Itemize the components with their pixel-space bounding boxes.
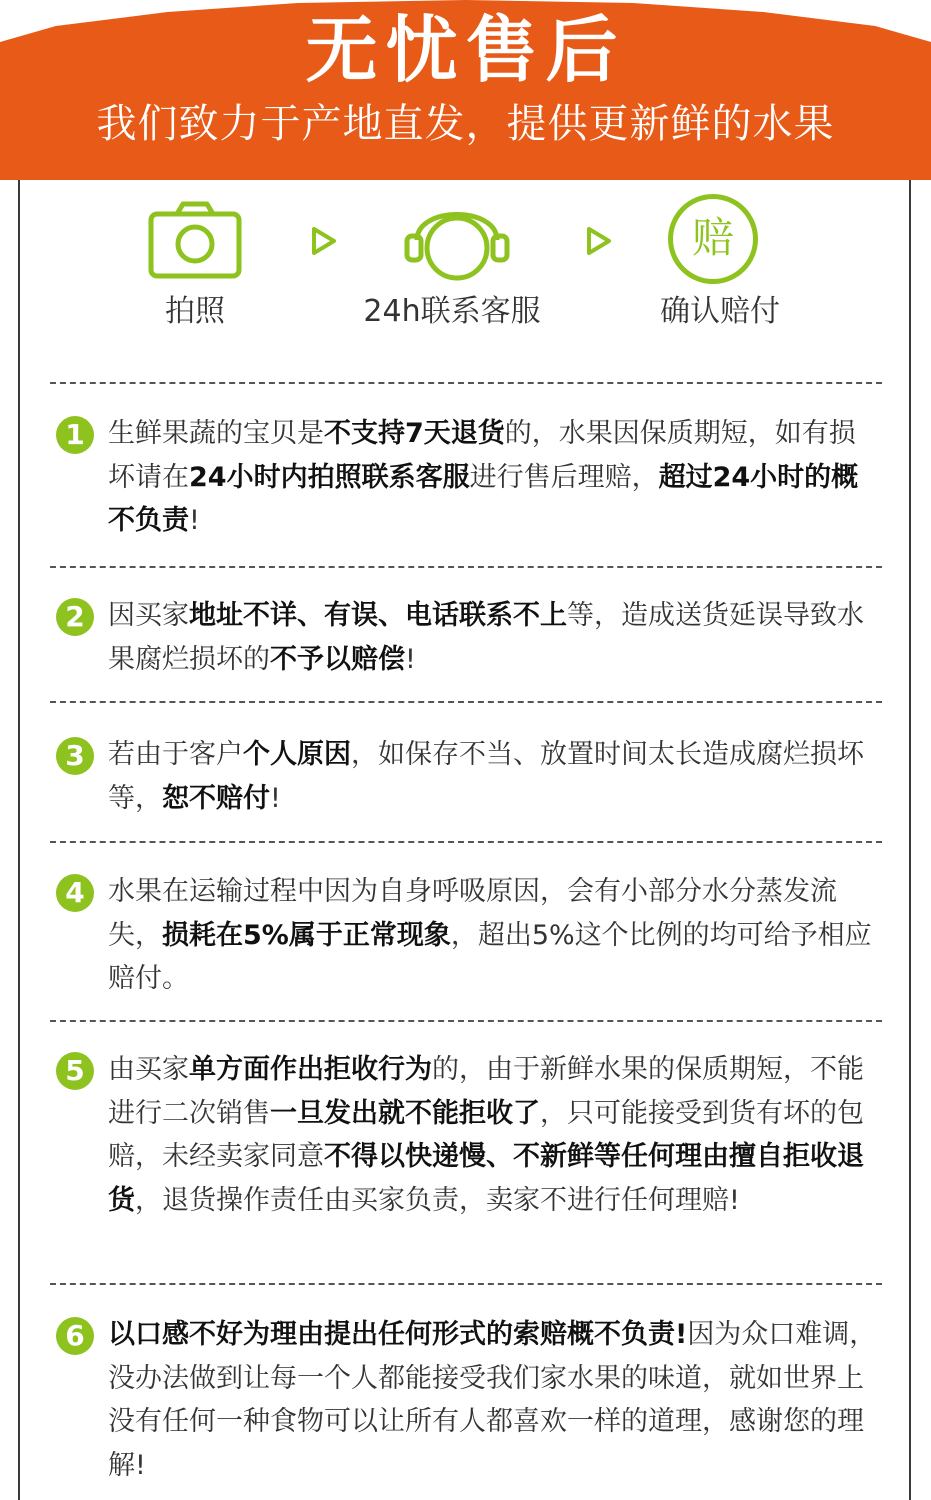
banner-title: 无忧售后	[305, 8, 626, 92]
body-text: ，只可能接受到货有坏的包赔，未经卖家同意	[108, 1097, 864, 1172]
content-card	[18, 180, 911, 1500]
dashed-divider	[50, 841, 882, 843]
item-number: 1	[56, 416, 94, 454]
headset-icon	[403, 200, 511, 286]
item-text	[108, 1048, 878, 1222]
item-number: 2	[56, 598, 94, 636]
emphasis-text: 不支持7天退货	[324, 418, 505, 449]
emphasis-text: 不予以赔偿	[270, 643, 405, 675]
emphasis-text: 地址不详、有误、电话联系不上	[189, 600, 567, 631]
process-steps	[0, 200, 931, 340]
body-text: ，退货操作责任由买家负责，卖家不进行任何理赔!	[135, 1184, 740, 1216]
camera-icon	[147, 200, 243, 280]
item-text	[108, 870, 878, 1001]
item-number: 3	[56, 737, 94, 775]
emphasis-text: 一旦发出就不能拒收了	[270, 1097, 540, 1129]
emphasis-text: 不得以快递慢、不新鲜等任何理由擅自拒收退货	[108, 1141, 864, 1216]
emphasis-text: 超过24小时的概不负责	[108, 461, 859, 536]
body-text: 生鲜果蔬的宝贝是	[108, 418, 324, 449]
item-number: 6	[56, 1317, 94, 1355]
compensation-icon: 赔	[668, 194, 758, 284]
emphasis-text: 24小时内拍照联系客服	[189, 461, 470, 493]
item-text	[108, 1313, 878, 1487]
body-text: ，如保存不当、放置时间太长造成腐烂损坏等，	[108, 739, 864, 814]
dashed-divider	[50, 701, 882, 703]
item-text	[108, 412, 878, 543]
item-text	[108, 733, 878, 820]
dashed-divider	[50, 1020, 882, 1022]
body-text: 的，由于新鲜水果的保质期短，不能进行二次销售	[108, 1054, 864, 1129]
item-number: 4	[56, 874, 94, 912]
body-text: 进行售后理赔，	[469, 461, 659, 493]
body-text: 等，造成送货延误导致水果腐烂损坏的	[108, 600, 864, 675]
body-text: 水果在运输过程中因为自身呼吸原因，会有小部分水分蒸发流失，	[108, 876, 837, 951]
step-label-photo: 拍照	[165, 294, 225, 329]
arrow-right-icon	[585, 226, 613, 256]
emphasis-text: 以口感不好为理由提出任何形式的索赔概不负责!	[108, 1319, 688, 1350]
body-text: !	[189, 505, 200, 536]
dashed-divider	[50, 382, 882, 384]
body-text: 若由于客户	[108, 739, 243, 770]
body-text: !	[270, 782, 281, 814]
dashed-divider	[50, 566, 882, 568]
body-text: ，超出5%这个比例的均可给予相应赔付。	[108, 919, 872, 994]
body-text: 因为众口难调，没办法做到让每一个人都能接受我们家水果的味道，就如世界上没有任何一种食物可以让所有人都喜欢一样的道理，感谢您的理解!	[108, 1319, 877, 1481]
step-label-service: 24h联系客服	[363, 294, 541, 329]
banner-subtitle: 我们致力于产地直发，提供更新鲜的水果	[96, 101, 835, 147]
body-text: 由买家	[108, 1054, 189, 1085]
body-text: !	[405, 643, 416, 675]
body-text: 因买家	[108, 600, 189, 631]
emphasis-text: 损耗在5%属于正常现象	[162, 919, 451, 951]
body-text: 的，水果因保质期短，如有损坏请在	[108, 418, 856, 493]
item-text	[108, 594, 878, 681]
arrow-right-icon	[310, 226, 338, 256]
item-number: 5	[56, 1052, 94, 1090]
step-label-compensation: 确认赔付	[660, 294, 780, 329]
emphasis-text: 恕不赔付	[162, 782, 270, 814]
dashed-divider	[50, 1283, 882, 1285]
emphasis-text: 个人原因	[243, 739, 351, 770]
emphasis-text: 单方面作出拒收行为	[189, 1054, 432, 1085]
